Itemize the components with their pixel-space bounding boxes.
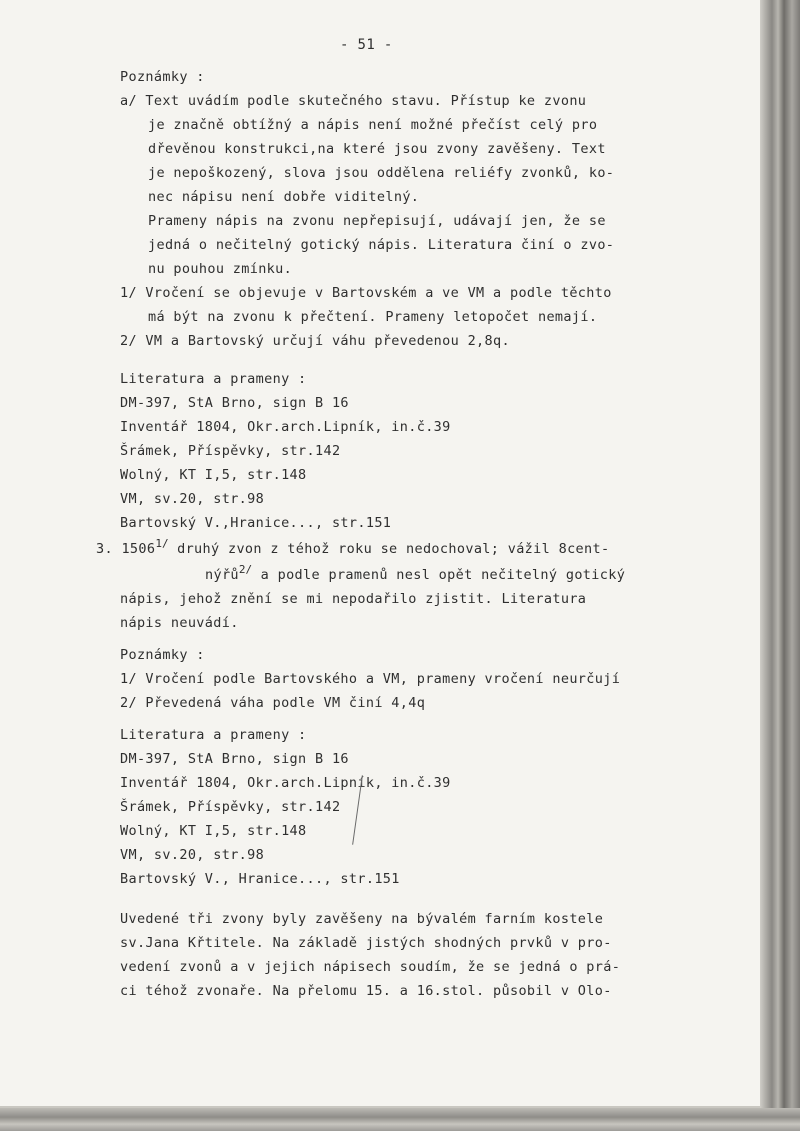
page-edge-right xyxy=(760,0,800,1131)
source-entry: Šrámek, Příspěvky, str.142 xyxy=(120,799,341,815)
item-number: 3. xyxy=(96,541,113,557)
note-a-line: je nepoškozený, slova jsou oddělena reliéfy zvonků, ko- xyxy=(148,165,615,181)
page-edge-bottom xyxy=(0,1108,800,1131)
sources-heading: Literatura a prameny : xyxy=(120,727,307,743)
notes-heading: Poznámky : xyxy=(120,647,205,663)
footnote-ref: 1/ xyxy=(155,537,169,550)
notes-heading: Poznámky : xyxy=(120,69,205,85)
item-3-line xyxy=(96,537,610,559)
source-entry: Wolný, KT I,5, str.148 xyxy=(120,467,307,483)
conclusion-line: sv.Jana Křtitele. Na základě jistých shodných prvků v pro- xyxy=(120,935,612,951)
source-entry: DM-397, StA Brno, sign B 16 xyxy=(120,395,349,411)
item-3-line: nápis neuvádí. xyxy=(120,615,239,631)
note-2: 2/ VM a Bartovský určují váhu převedenou 2,8q. xyxy=(120,333,510,349)
note-a-line: nec nápisu není dobře viditelný. xyxy=(148,189,420,205)
conclusion-line: vedení zvonů a v jejich nápisech soudím, že se jedná o prá- xyxy=(120,959,621,975)
item-text: a podle pramenů nesl opět nečitelný gotický xyxy=(252,567,626,583)
note-a-line: nu pouhou zmínku. xyxy=(148,261,293,277)
note-1-line: má být na zvonu k přečtení. Prameny letopočet nemají. xyxy=(148,309,598,325)
source-entry: Šrámek, Příspěvky, str.142 xyxy=(120,443,341,459)
footnote-ref: 2/ xyxy=(238,563,253,576)
item-year: 1506 xyxy=(121,541,156,557)
conclusion-line: ci téhož zvonaře. Na přelomu 15. a 16.stol. působil v Olo- xyxy=(120,983,612,999)
note-line: 2/ Převedená váha podle VM činí 4,4q xyxy=(120,695,426,711)
note-a-line: je značně obtížný a nápis není možné přečíst celý pro xyxy=(148,117,598,133)
conclusion-line: Uvedené tři zvony byly zavěšeny na bývalém farním kostele xyxy=(120,911,604,927)
source-entry: Inventář 1804, Okr.arch.Lipník, in.č.39 xyxy=(120,419,451,435)
source-entry: VM, sv.20, str.98 xyxy=(120,847,265,863)
note-1-line: 1/ Vročení se objevuje v Bartovském a ve VM a podle těchto xyxy=(120,285,612,301)
note-a-line: dřevěnou konstrukci,na které jsou zvony zavěšeny. Text xyxy=(148,141,606,157)
note-a-line: a/ Text uvádím podle skutečného stavu. Přístup ke zvonu xyxy=(120,93,587,109)
item-text: nýřů xyxy=(205,567,239,583)
source-entry: Bartovský V.,Hranice..., str.151 xyxy=(120,515,392,531)
source-entry: Bartovský V., Hranice..., str.151 xyxy=(120,871,400,887)
note-line: 1/ Vročení podle Bartovského a VM, prameny vročení neurčují xyxy=(120,671,621,687)
source-entry: DM-397, StA Brno, sign B 16 xyxy=(120,751,349,767)
note-a-line: jedná o nečitelný gotický nápis. Literatura činí o zvo- xyxy=(148,237,615,253)
item-3-line xyxy=(205,563,626,585)
source-entry: Inventář 1804, Okr.arch.Lipník, in.č.39 xyxy=(120,775,451,791)
item-text: druhý zvon z téhož roku se nedochoval; vážil 8cent- xyxy=(168,541,610,557)
source-entry: Wolný, KT I,5, str.148 xyxy=(120,823,307,839)
item-3-line: nápis, jehož znění se mi nepodařilo zjistit. Literatura xyxy=(120,591,587,607)
note-a-line: Prameny nápis na zvonu nepřepisují, udávají jen, že se xyxy=(148,213,606,229)
page-number: - 51 - xyxy=(340,37,393,53)
sources-heading: Literatura a prameny : xyxy=(120,371,307,387)
source-entry: VM, sv.20, str.98 xyxy=(120,491,265,507)
